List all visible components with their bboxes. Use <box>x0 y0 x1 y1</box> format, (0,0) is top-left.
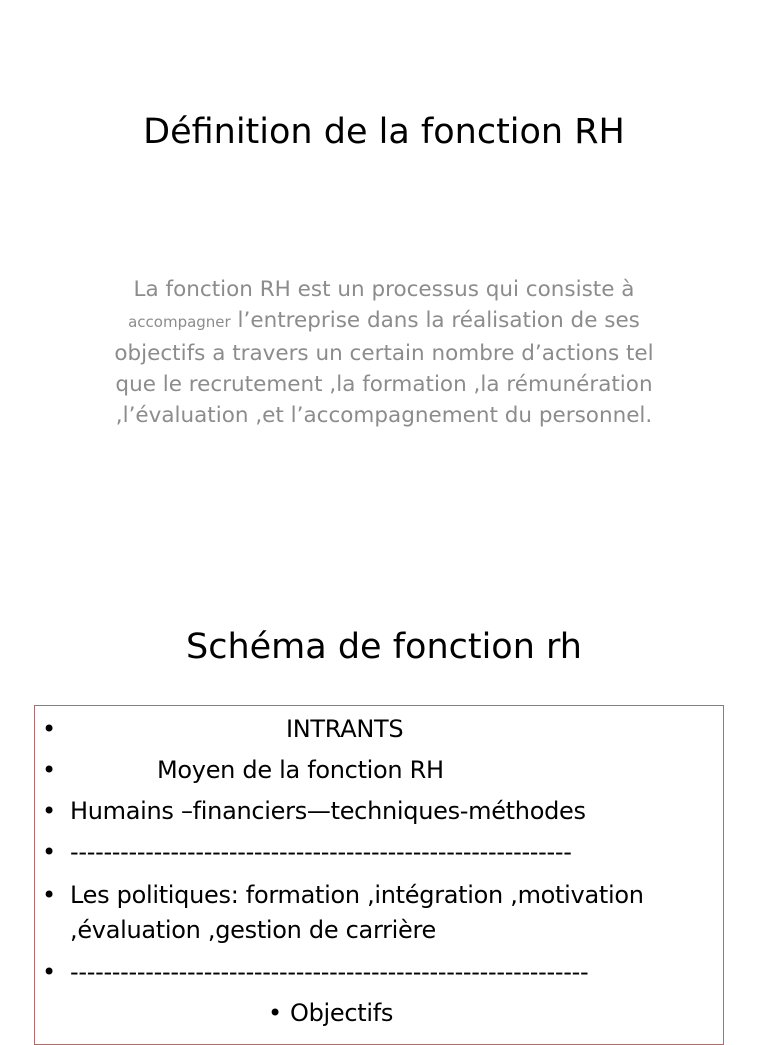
bullet-icon: • <box>42 715 56 743</box>
schema-item-text: ------------------------------------------------------------ <box>70 838 572 866</box>
schema-item-text: Humains –financiers—techniques-méthodes <box>70 797 586 825</box>
slide-title-definition: Définition de la fonction RH <box>143 112 625 152</box>
schema-item-text: Objectifs <box>290 999 394 1027</box>
schema-item-text: -------------------------------------------------------------- <box>70 958 589 986</box>
bullet-icon: • <box>268 999 282 1027</box>
bullet-icon: • <box>42 881 56 909</box>
definition-text-part1: La fonction RH est un processus qui consiste à <box>133 277 635 302</box>
schema-item-text: INTRANTS <box>286 715 404 743</box>
schema-box <box>34 705 724 1045</box>
schema-item-text: Les politiques: formation ,intégration ,motivation <box>70 881 644 909</box>
bullet-icon: • <box>42 838 56 866</box>
slide-title-schema: Schéma de fonction rh <box>185 627 582 667</box>
definition-small-word: accompagner <box>128 313 231 331</box>
definition-paragraph <box>110 274 658 431</box>
bullet-icon: • <box>42 958 56 986</box>
bullet-icon: • <box>42 756 56 784</box>
schema-item-text: Moyen de la fonction RH <box>157 756 444 784</box>
bullet-icon: • <box>42 797 56 825</box>
schema-item-text: ,évaluation ,gestion de carrière <box>70 916 437 944</box>
definition-text-part2: l’entreprise dans la réalisation de ses objectifs a travers un certain nombre d’actions tel que le recrutement ,la formation ,la rémunération ,l’évaluation ,et l’accompagnement du personnel. <box>114 308 654 428</box>
